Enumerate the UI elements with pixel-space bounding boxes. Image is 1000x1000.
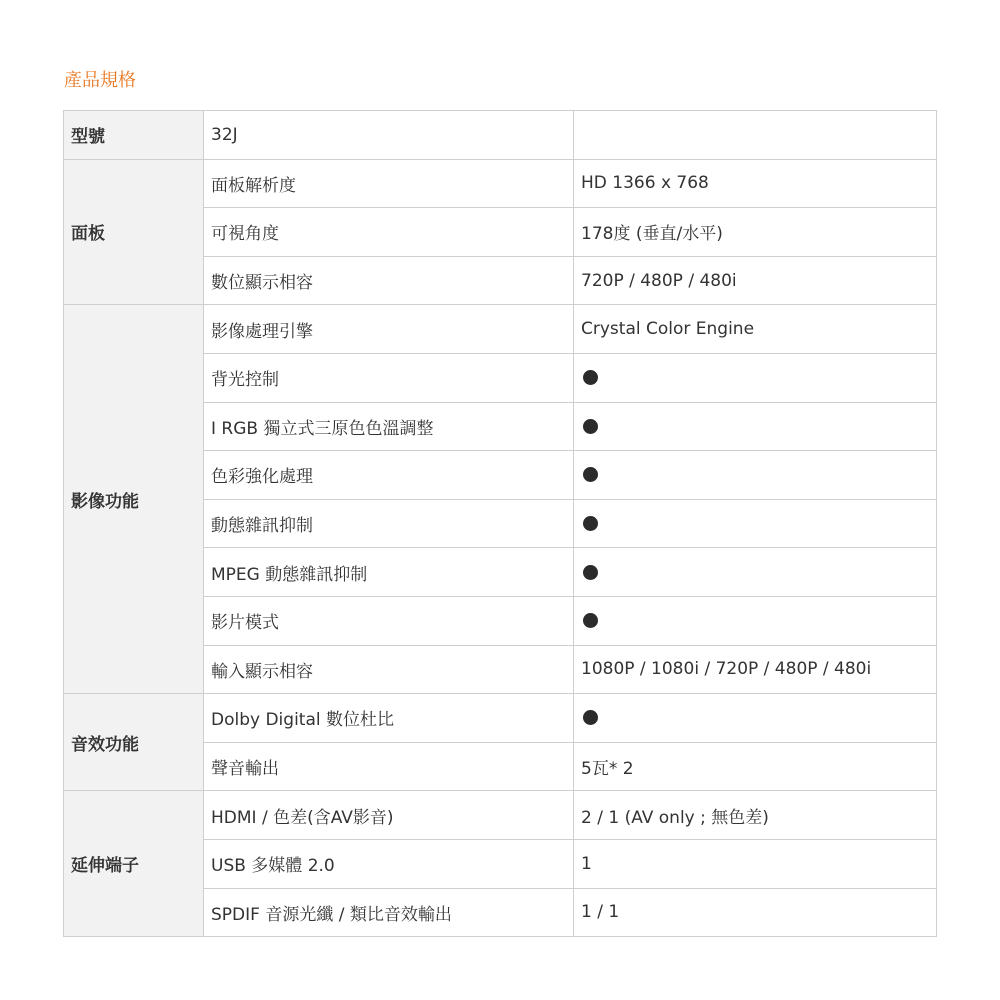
spec-value — [574, 402, 937, 451]
spec-feature: 動態雜訊抑制 — [204, 499, 574, 548]
spec-value — [574, 111, 937, 160]
spec-value — [574, 451, 937, 500]
spec-feature: Dolby Digital 數位杜比 — [204, 694, 574, 743]
spec-feature: MPEG 動態雜訊抑制 — [204, 548, 574, 597]
spec-feature: 輸入顯示相容 — [204, 645, 574, 694]
spec-feature: USB 多媒體 2.0 — [204, 839, 574, 888]
supported-dot-icon — [583, 467, 598, 482]
spec-category: 型號 — [64, 111, 204, 160]
spec-value: 1080P / 1080i / 720P / 480P / 480i — [574, 645, 937, 694]
spec-feature: 影片模式 — [204, 596, 574, 645]
spec-value — [574, 353, 937, 402]
spec-value: HD 1366 x 768 — [574, 159, 937, 208]
spec-value — [574, 694, 937, 743]
spec-row — [64, 791, 937, 840]
spec-value: Crystal Color Engine — [574, 305, 937, 354]
spec-category: 面板 — [64, 159, 204, 305]
spec-row — [64, 159, 937, 208]
spec-category: 影像功能 — [64, 305, 204, 694]
spec-table-body — [64, 111, 937, 937]
spec-row — [64, 694, 937, 743]
spec-feature: 影像處理引擎 — [204, 305, 574, 354]
supported-dot-icon — [583, 710, 598, 725]
spec-feature: 色彩強化處理 — [204, 451, 574, 500]
supported-dot-icon — [583, 565, 598, 580]
spec-value: 5瓦* 2 — [574, 742, 937, 791]
supported-dot-icon — [583, 613, 598, 628]
spec-value — [574, 499, 937, 548]
spec-value: 720P / 480P / 480i — [574, 256, 937, 305]
spec-category: 音效功能 — [64, 694, 204, 791]
spec-value — [574, 548, 937, 597]
spec-feature: 32J — [204, 111, 574, 160]
spec-feature: HDMI / 色差(含AV影音) — [204, 791, 574, 840]
spec-feature: SPDIF 音源光纖 / 類比音效輸出 — [204, 888, 574, 937]
spec-row — [64, 305, 937, 354]
supported-dot-icon — [583, 516, 598, 531]
spec-value — [574, 596, 937, 645]
spec-value: 2 / 1 (AV only ; 無色差) — [574, 791, 937, 840]
spec-feature: 面板解析度 — [204, 159, 574, 208]
section-title: 產品規格 — [64, 70, 136, 91]
spec-value: 1 / 1 — [574, 888, 937, 937]
spec-feature: 聲音輸出 — [204, 742, 574, 791]
spec-feature: 數位顯示相容 — [204, 256, 574, 305]
spec-feature: I RGB 獨立式三原色色溫調整 — [204, 402, 574, 451]
supported-dot-icon — [583, 370, 598, 385]
supported-dot-icon — [583, 419, 598, 434]
spec-value: 1 — [574, 839, 937, 888]
spec-row — [64, 111, 937, 160]
spec-table — [63, 110, 937, 937]
spec-category: 延伸端子 — [64, 791, 204, 937]
spec-feature: 可視角度 — [204, 208, 574, 257]
spec-value: 178度 (垂直/水平) — [574, 208, 937, 257]
spec-feature: 背光控制 — [204, 353, 574, 402]
